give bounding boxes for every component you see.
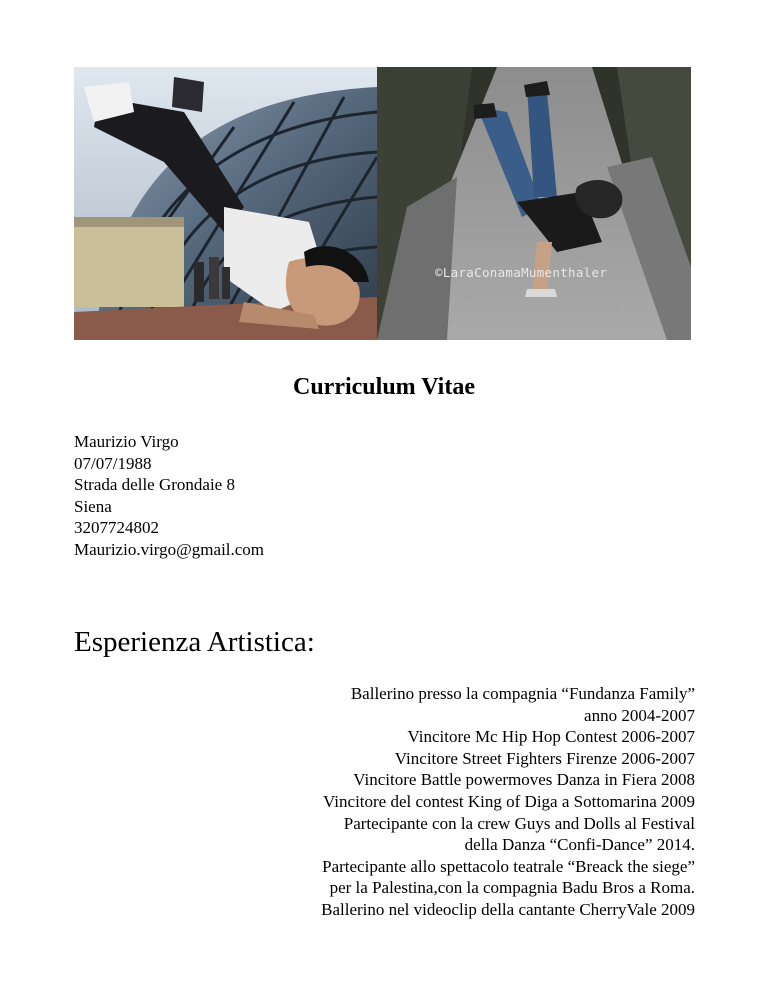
photo-breakdancer-path [377, 67, 691, 340]
photo-left-illustration [74, 67, 377, 340]
experience-line: Ballerino nel videoclip della cantante CherryVale 2009 [321, 899, 695, 919]
contact-block [74, 431, 264, 560]
experience-line: Vincitore Mc Hip Hop Contest 2006-2007 [407, 727, 695, 747]
experience-line: Vincitore Street Fighters Firenze 2006-2007 [394, 748, 695, 768]
contact-address: Strada delle Grondaie 8 [74, 475, 235, 494]
experience-line: anno 2004-2007 [584, 705, 695, 725]
experience-line: della Danza “Confi-Dance” 2014. [464, 835, 695, 855]
photo-breakdancer-glass-dome [74, 67, 377, 340]
contact-city: Siena [74, 496, 112, 516]
photo-right-illustration [377, 67, 691, 340]
experience-line: Partecipante allo spettacolo teatrale “Breack the siege” [322, 856, 695, 876]
experience-line: Vincitore Battle powermoves Danza in Fiera 2008 [353, 770, 695, 790]
contact-name: Maurizio Virgo [74, 432, 179, 451]
experience-list [180, 683, 695, 921]
contact-phone: 3207724802 [74, 518, 159, 537]
document-title: Curriculum Vitae [293, 374, 475, 400]
photo-watermark: ©LaraConamaMumenthaler [435, 265, 608, 280]
header-photos [74, 67, 691, 340]
contact-birthdate: 07/07/1988 [74, 453, 152, 473]
contact-email: Maurizio.virgo@gmail.com [74, 539, 265, 559]
experience-line: Ballerino presso la compagnia “Fundanza Family” [350, 684, 695, 703]
experience-line: Partecipante con la crew Guys and Dolls al Festival [343, 813, 695, 833]
experience-line: per la Palestina,con la compagnia Badu Bros a Roma. [329, 878, 695, 898]
experience-heading: Esperienza Artistica: [74, 626, 315, 658]
experience-line: Vincitore del contest King of Diga a Sottomarina 2009 [323, 791, 695, 811]
